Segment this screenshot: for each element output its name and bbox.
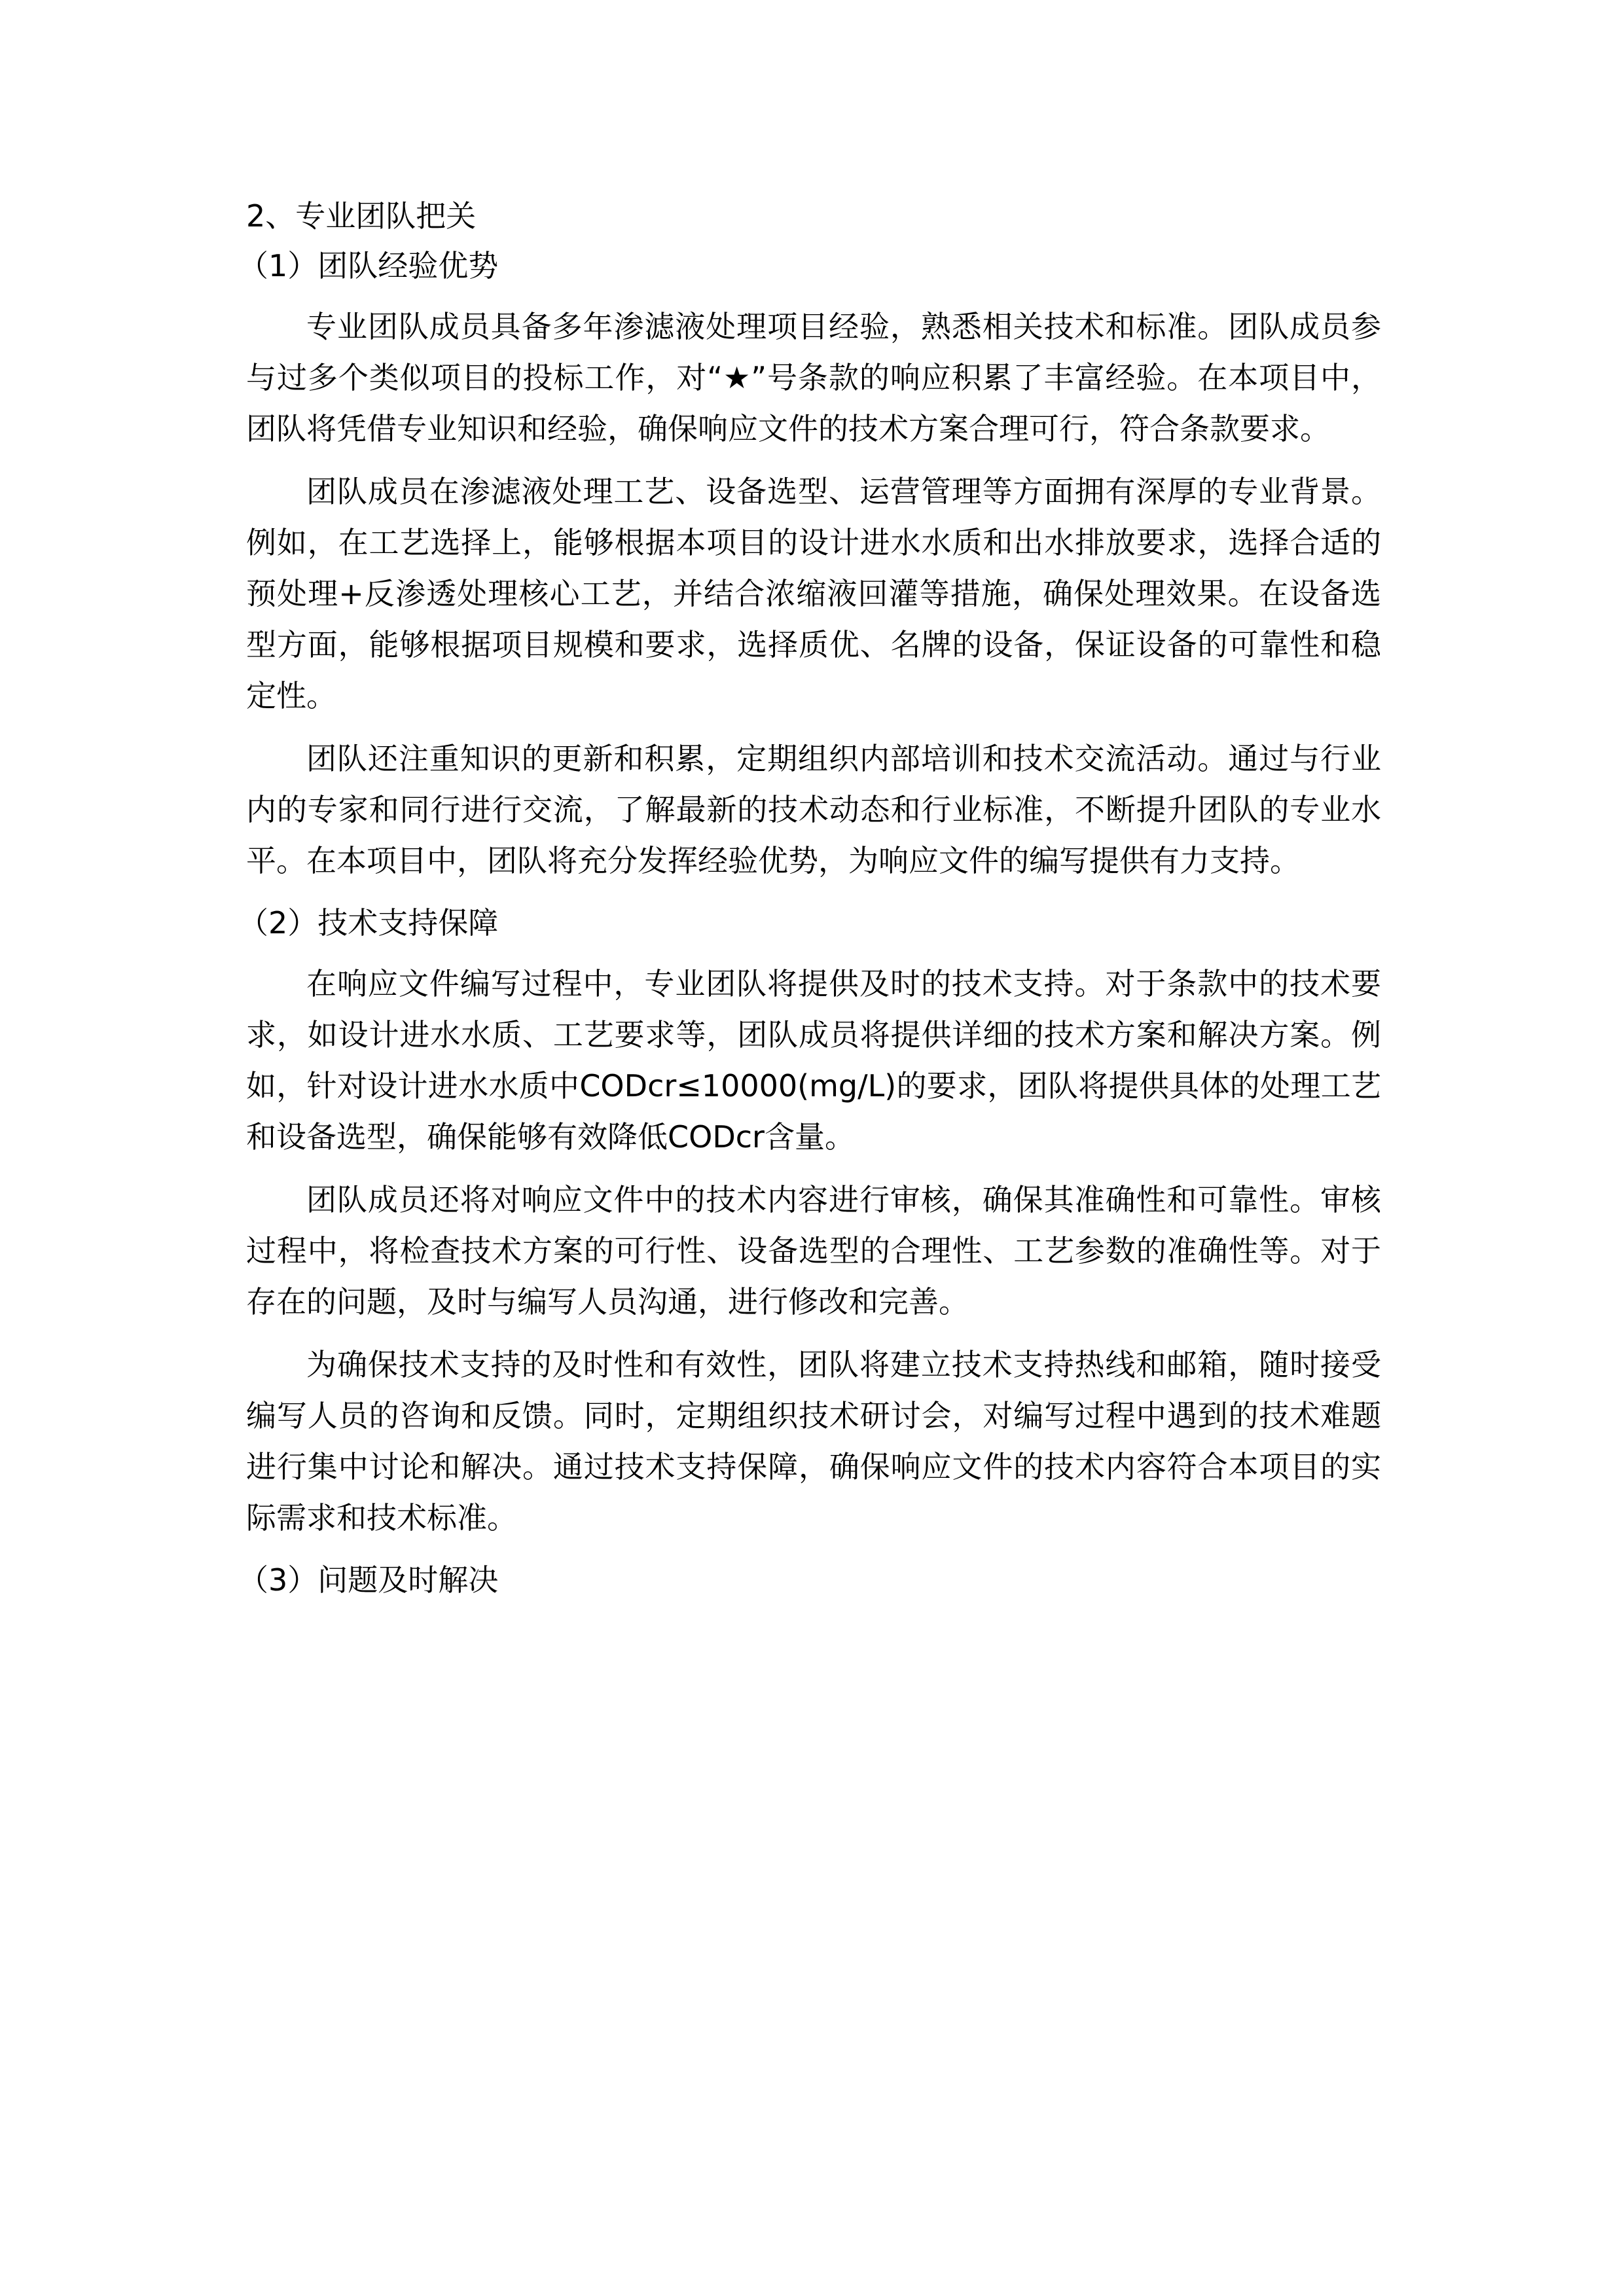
paragraph: 为确保技术支持的及时性和有效性，团队将建立技术支持热线和邮箱，随时接受编写人员的咨询和反馈。同时，定期组织技术研讨会，对编写过程中遇到的技术难题进行集中讨论和解决。通过技术支持保障，确保响应文件的技术内容符合本项目的实际需求和技术标准。 [246,1347,1381,1535]
section-title: 2、专业团队把关 [246,198,477,234]
subsection-heading-2: （2）技术支持保障 [238,905,499,941]
subsection-heading-1: （1）团队经验优势 [238,248,499,283]
paragraph: 团队成员在渗滤液处理工艺、设备选型、运营管理等方面拥有深厚的专业背景。例如，在工艺选择上，能够根据本项目的设计进水水质和出水排放要求，选择合适的预处理+反渗透处理核心工艺，并结合浓缩液回灌等措施，确保处理效果。在设备选型方面，能够根据项目规模和要求，选择质优、名牌的设备，保证设备的可靠性和稳定性。 [246,474,1381,713]
paragraph: 专业团队成员具备多年渗滤液处理项目经验，熟悉相关技术和标准。团队成员参与过多个类似项目的投标工作，对“★”号条款的响应积累了丰富经验。在本项目中，团队将凭借专业知识和经验，确保响应文件的技术方案合理可行，符合条款要求。 [246,309,1381,446]
document-body [238,191,1381,1605]
subsection-heading-3: （3）问题及时解决 [238,1562,499,1598]
paragraph: 在响应文件编写过程中，专业团队将提供及时的技术支持。对于条款中的技术要求，如设计进水水质、工艺要求等，团队成员将提供详细的技术方案和解决方案。例如，针对设计进水水质中CODcr≤10000(mg/L)的要求，团队将提供具体的处理工艺和设备选型，确保能够有效降低CODcr含量。 [246,966,1381,1155]
paragraph: 团队还注重知识的更新和积累，定期组织内部培训和技术交流活动。通过与行业内的专家和同行进行交流，了解最新的技术动态和行业标准，不断提升团队的专业水平。在本项目中，团队将充分发挥经验优势，为响应文件的编写提供有力支持。 [246,741,1381,878]
paragraph: 团队成员还将对响应文件中的技术内容进行审核，确保其准确性和可靠性。审核过程中，将检查技术方案的可行性、设备选型的合理性、工艺参数的准确性等。对于存在的问题，及时与编写人员沟通，进行修改和完善。 [246,1182,1381,1319]
